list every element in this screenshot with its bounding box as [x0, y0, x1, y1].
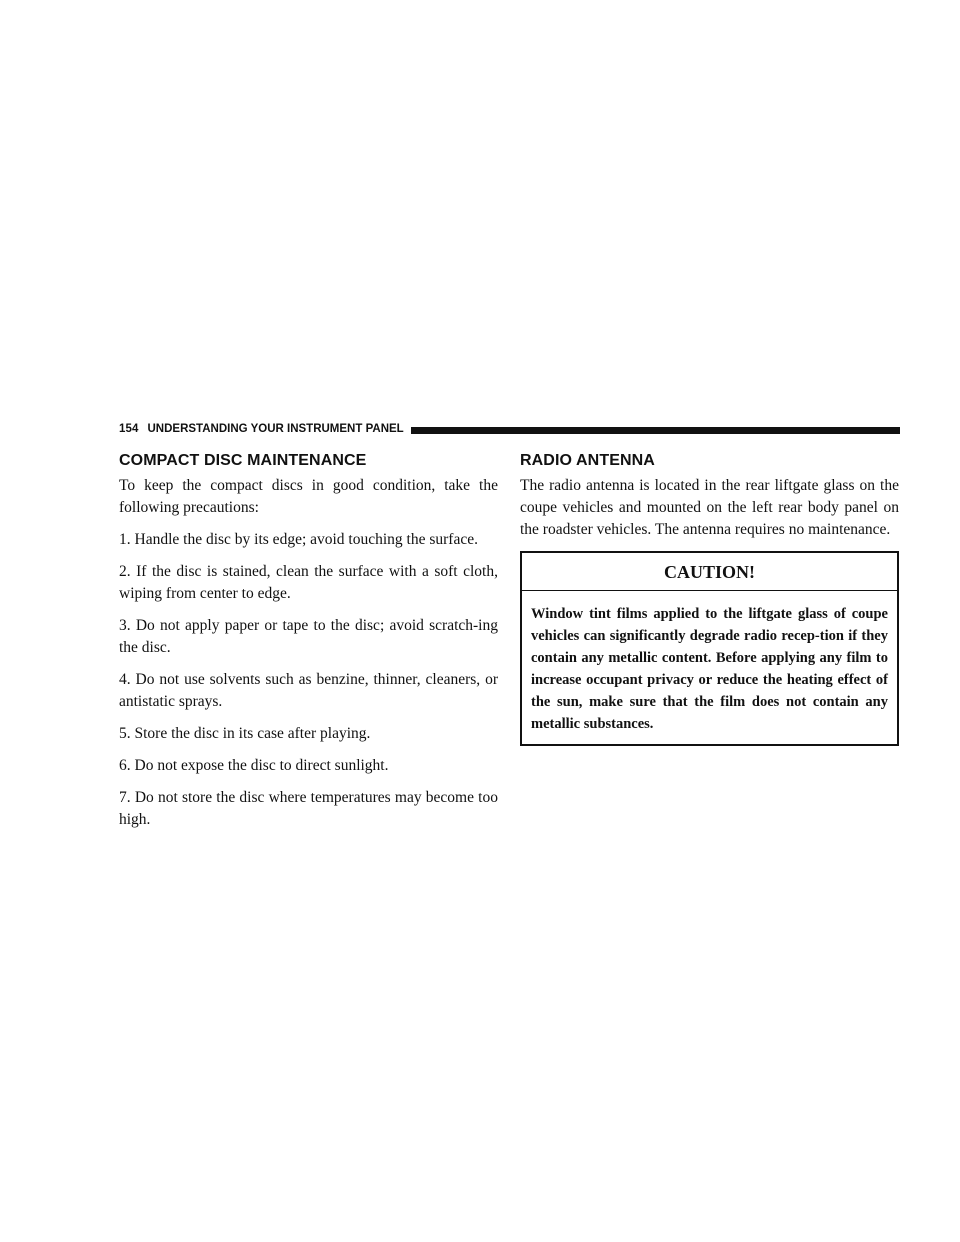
section-title: UNDERSTANDING YOUR INSTRUMENT PANEL [147, 423, 404, 435]
caution-box [520, 551, 899, 746]
radio-antenna-body: The radio antenna is located in the rear liftgate glass on the coupe vehicles and mounted on the left rear body panel on the roadster vehicles. The antenna requires no maintenance. [520, 477, 899, 538]
precaution-item: 5. Store the disc in its case after playing. [119, 725, 371, 742]
precaution-item: 3. Do not apply paper or tape to the disc; avoid scratch-ing the disc. [119, 617, 498, 656]
caution-title: CAUTION! [522, 553, 897, 591]
caution-text: Window tint films applied to the liftgate glass of coupe vehicles can significantly degrade radio recep-tion if they contain any metallic content. Before applying any film to increase occupant privacy or reduce the heating effect of the sun, make sure that the film does not contain any metallic substances. [531, 606, 888, 732]
compact-disc-intro: To keep the compact discs in good condition, take the following precautions: [119, 477, 498, 516]
radio-antenna-heading: RADIO ANTENNA [520, 452, 655, 469]
precaution-item: 1. Handle the disc by its edge; avoid touching the surface. [119, 531, 478, 548]
compact-disc-heading: COMPACT DISC MAINTENANCE [119, 452, 367, 469]
header-rule [411, 427, 900, 434]
precaution-item: 6. Do not expose the disc to direct sunlight. [119, 757, 389, 774]
precaution-item: 4. Do not use solvents such as benzine, thinner, cleaners, or antistatic sprays. [119, 671, 498, 710]
precaution-item: 2. If the disc is stained, clean the surface with a soft cloth, wiping from center to edge. [119, 563, 498, 602]
left-column [119, 451, 498, 841]
page-header [119, 420, 900, 438]
precaution-item: 7. Do not store the disc where temperatures may become too high. [119, 789, 498, 828]
page-number: 154 [119, 423, 139, 435]
right-column [520, 451, 899, 746]
